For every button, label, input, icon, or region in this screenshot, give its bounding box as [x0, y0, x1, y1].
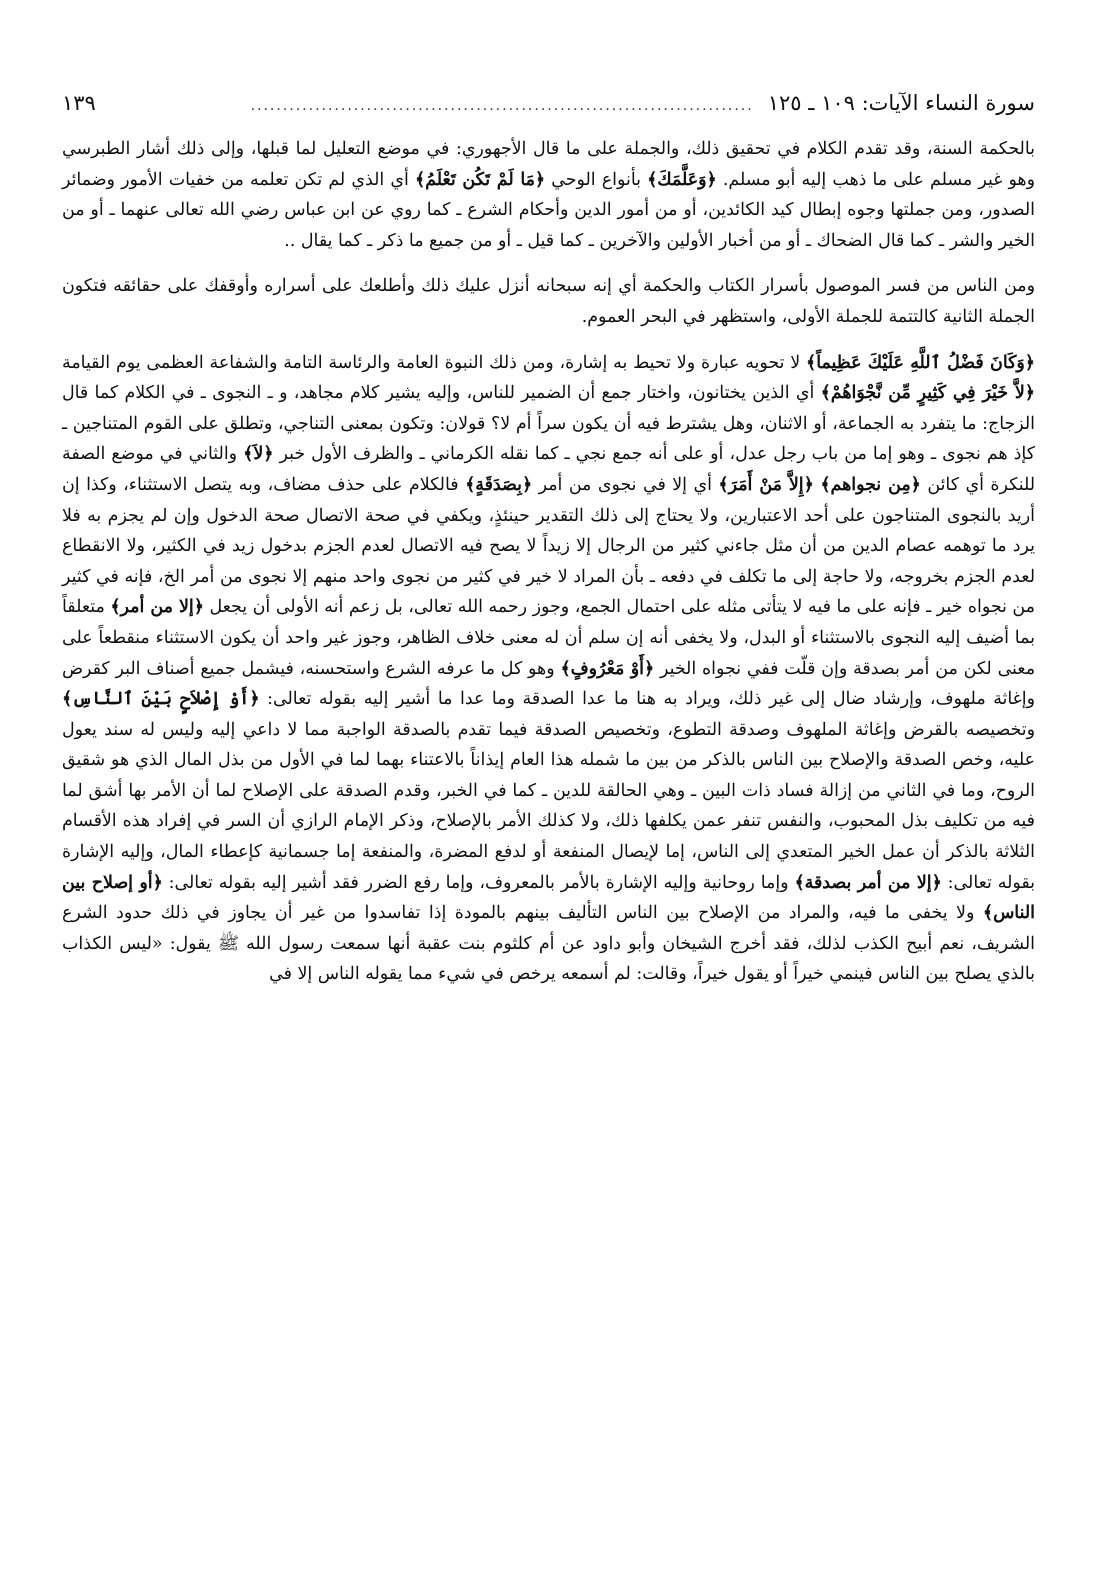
text-run: فالكلام على حذف مضاف، وبه يتصل الاستثناء، وكذا إن أريد بالنجوى المتناجون على أحد الاعتبارين، ولا يحتاج إلى ذلك التقدير حينئذٍ، ويكفي في صحة الاتصال صحة الدخول وإن لم يجزم به فلا يرد ما توهمه عصام الدين من أن مثل جاءني كثير من الرجال إلا زيداً لا يصح فيه الاتصال لعدم الجزم بدخول زيد في الكثير، ولا الانقطاع لعدم الجزم بخروجه، ولا حاجة إلى ما تكلف في دفعه ـ بأن المراد لا خير في كثير من نجوى واحد منهم إلا نجوى من أمر الخ، فإنه في كثير من نجواه خير ـ فإنه على ما فيه لا يتأتى مثله على احتمال الجمع، وجوز رحمه الله تعالى، بل زعم أنه الأولى أن يجعل: [62, 474, 1035, 618]
quran-quote: ﴿أو إصلاح بين الناس﴾: [62, 872, 1035, 924]
text-run: لا تحويه عبارة ولا تحيط به إشارة، ومن ذلك النبوة العامة والرئاسة التامة والشفاعة العظمى يوم القيامة: [62, 352, 807, 373]
paragraph: [62, 348, 1035, 990]
body-text: [62, 134, 1035, 990]
text-run: بالحكمة السنة، وقد تقدم الكلام في تحقيق ذلك، والجملة على ما قال الأجهوري: في موضع التعليل لما قبلها، وإلى ذلك أشار الطبرسي وهو غير مسلم على ما ذهب إليه أبو مسلم.: [62, 139, 1035, 190]
paragraph: [62, 271, 1035, 332]
page-number: ١٣٩: [62, 91, 96, 115]
quran-quote: ﴿بِصَدَقَةٍ﴾: [465, 474, 533, 495]
quran-quote: ﴿مَا لَمْ تَكُن تَعْلَمُ﴾: [414, 169, 546, 190]
running-header: [62, 88, 1035, 122]
quran-quote: ﴿أَوْ إِصْلاَحٍ بَيْنَ ٱلنَّاسِ﴾: [62, 689, 260, 710]
quran-quote: ﴿إلا من أمر﴾: [110, 597, 204, 618]
quran-quote: ﴿لاَ﴾: [243, 444, 274, 465]
text-run: وإما روحانية وإليه الإشارة بالأمر بالمعروف، وإما رفع الضرر فقد أشير إليه بقوله تعالى:: [162, 872, 795, 893]
quran-quote: ﴿مِن نجواهم﴾: [820, 474, 921, 495]
text-run: ومن الناس من فسر الموصول بأسرار الكتاب والحكمة أي إنه سبحانه أنزل عليك ذلك وأطلعك على أسراره وأوقفك على حقائقه فتكون الجملة الثانية كالتتمة للجملة الأولى، واستظهر في البحر العموم.: [62, 276, 1035, 327]
text-run: أي الذين يختانون، واختار جمع أن الضمير للناس، وإليه يشير كلام مجاهد، و ـ النجوى ـ في الكلام كما قال الزجاج: ما يتفرد به الجماعة، أو الاثنان، وهل يشترط فيه أن يكون سراً أم لا؟ قولان: وتكون بمعنى التناجي، وتطلق على القوم المتناجين ـ كإذ هم نجوى ـ وهو إما من باب رجل عدل، أو على أنه جمع نجي ـ كما نقله الكرماني ـ والظرف الأول خبر: [62, 383, 1035, 465]
quran-quote: ﴿وَكَانَ فَضْلُ ٱللَّهِ عَلَيْكَ عَظِيماً﴾: [806, 352, 1035, 373]
surah-title: سورة النساء الآيات: ١٠٩ ـ ١٢٥: [767, 91, 1035, 115]
quran-quote: ﴿إلا من أمر بصدقة﴾: [794, 872, 942, 893]
quran-quote: ﴿أَوْ مَعْرُوفٍ﴾: [560, 658, 655, 679]
text-run: بأنواع الوحي: [545, 169, 648, 190]
quran-quote: ﴿إِلاَّ مَنْ أَمَرَ﴾: [718, 474, 814, 495]
text-run: ولا يخفى ما فيه، والمراد من الإصلاح بين الناس التأليف بينهم بالمودة إذا تفاسدوا من غير أن يجاوز في ذلك حدود الشرع الشريف، نعم أبيح الكذب لذلك، فقد أخرج الشيخان وأبو داود عن أم كلثوم بنت عقبة أنها سمعت رسول الله ﷺ يقول: «ليس الكذاب بالذي يصلح بين الناس فينمي خيراً أو يقول خيراً، وقالت: لم أسمعه يرخص في شيء مما يقوله الناس إلا في: [62, 903, 1035, 985]
quran-quote: ﴿وَعَلَّمَكَ﴾: [647, 169, 717, 190]
text-run: وهو كل ما عرفه الشرع واستحسنه، فيشمل جميع أصناف البر كقرض وإغاثة ملهوف، وإرشاد ضال إلى غير ذلك، ويراد به هنا ما عدا الصدقة وما عدا ما أشير إليه بقوله تعالى:: [62, 658, 1035, 710]
document-page: [62, 88, 1035, 1560]
text-run: متعلقاً بما أضيف إليه النجوى بالاستثناء أو البدل، ولا يخفى أنه إن سلم أن له معنى خلاف الظاهر، وجوز غير واحد أن يكون الاستثناء منقطعاً على معنى لكن من أمر بصدقة وإن قلّت ففي نجواه الخير: [62, 597, 1036, 679]
text-run: أي الذي لم تكن تعلمه من خفيات الأمور وضمائر الصدور، ومن جملتها وجوه إبطال كيد الكائدين، أو من أمور الدين وأحكام الشرع ـ كما روي عن ابن عباس رضي الله تعالى عنهما ـ أو من الخير والشر ـ كما قال الضحاك ـ أو من أخبار الأولين والآخرين ـ كما قيل ـ أو من جميع ما ذكر ـ كما يقال ..: [62, 169, 1035, 251]
text-run: أي إلا في نجوى من أمر: [532, 474, 719, 495]
text-run: والثاني في موضع الصفة للنكرة أي كائن: [62, 444, 1036, 495]
paragraph: [62, 134, 1035, 256]
quran-quote: ﴿لاَّ خَيْرَ فِي كَثِيرٍ مِّن نَّجْوَاهُمْ﴾: [820, 383, 1035, 404]
leader-dots: ..............................................................................: [250, 98, 754, 114]
text-run: وتخصيصه بالقرض وإغاثة الملهوف وصدقة التطوع، وتخصيص الصدقة فيما تقدم بالصدقة الواجبة مما لا داعي إليه وليس له سند يعول عليه، وخص الصدقة والإصلاح بين الناس بالذكر من بين ما شمله هذا العام إيذاناً بالاعتناء بهما لما في الأول من بذل المال الذي هو شقيق الروح، وما في الثاني من إزالة فساد ذات البين ـ وهي الحالقة للدين ـ كما في الخبر، وقدم الصدقة على الإصلاح لما أن الأمر بها أشق لما فيه من تكليف بذل المحبوب، والنفس تنفر عمن يكلفها ذلك، ولا كذلك الأمر بالإصلاح، وذكر الإمام الرازي أن السر في إفراد هذه الأقسام الثلاثة بالذكر أن عمل الخير المتعدي إلى الناس، إما لإيصال المنفعة أو لدفع المضرة، والمنفعة إما جسمانية كإعطاء المال، وإليه الإشارة بقوله تعالى:: [62, 719, 1035, 893]
